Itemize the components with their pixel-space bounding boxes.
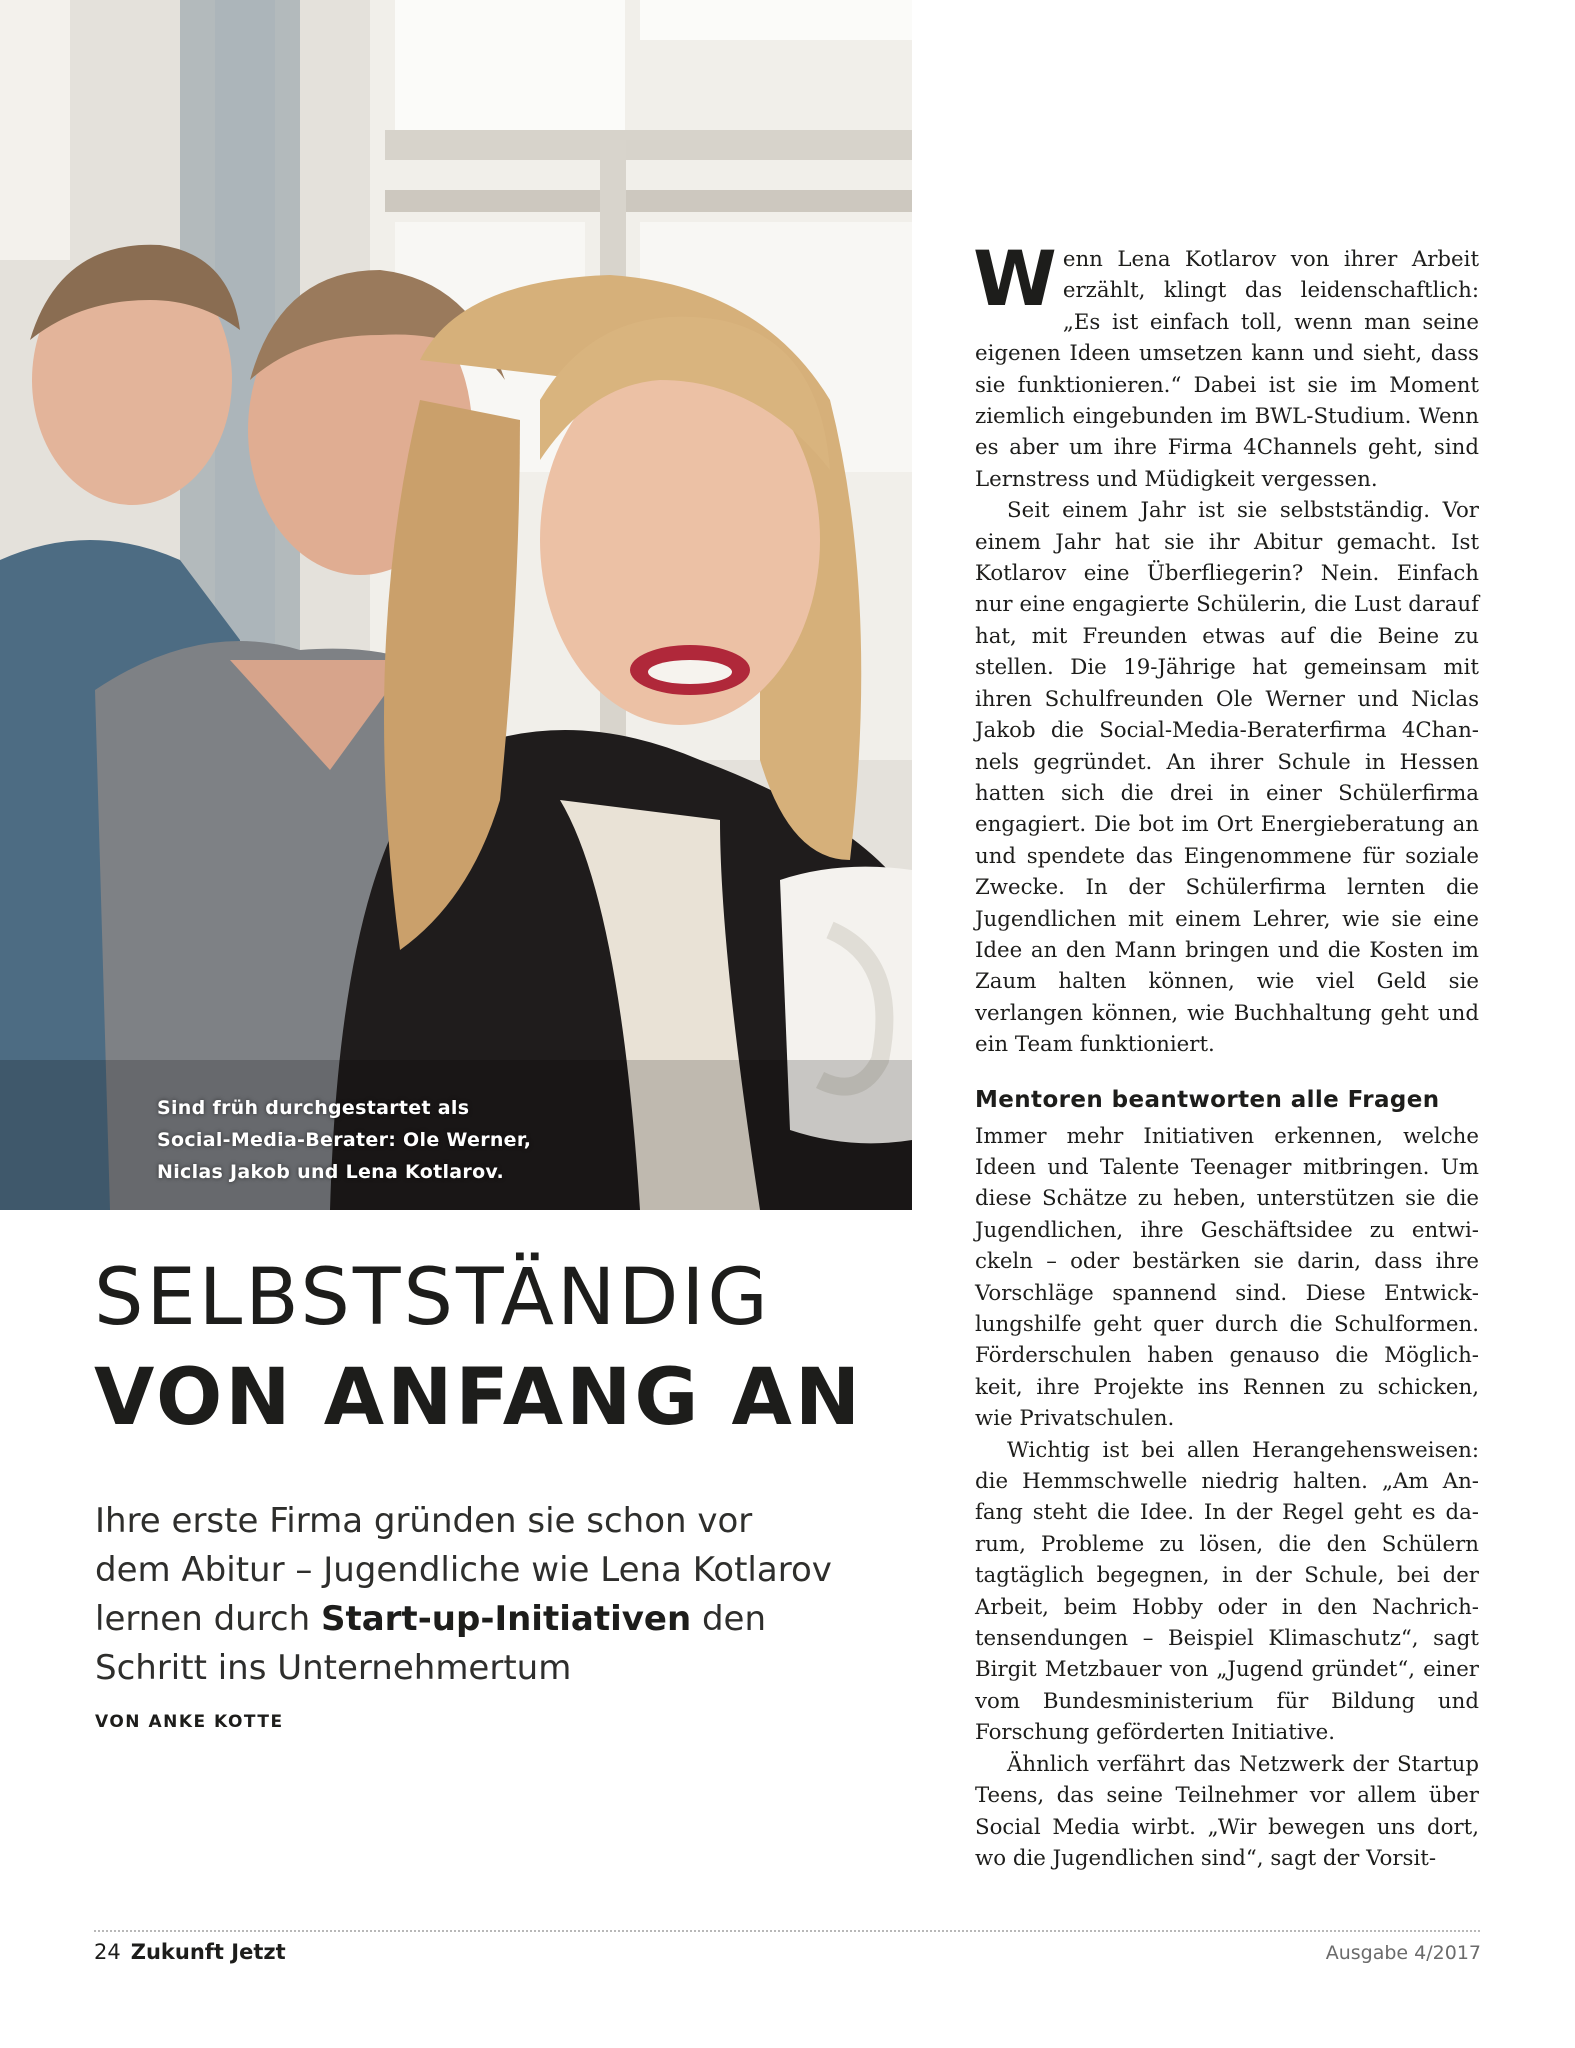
article-body (973, 234, 1479, 1874)
paragraph (973, 234, 1479, 495)
drop-cap: W (973, 234, 1057, 323)
caption-line: Niclas Jakob und Lena Kotlarov. (157, 1161, 505, 1183)
page-number: 24 (94, 1940, 121, 1964)
footer-divider (94, 1930, 1480, 1932)
intro-text: lernen durch (95, 1599, 321, 1639)
intro-highlight: Start-up-Initiativen (320, 1599, 692, 1639)
photo-caption (157, 1092, 577, 1188)
paragraph: Wichtig ist bei allen Herangehensweisen: die Hemmschwelle niedrig halten. „Am Anfang steht die Idee. In der Regel geht es darum, Probleme zu lösen, die den Schülern tagtäglich begegnen, in der Schule, bei der Arbeit, beim Hobby oder in den Nachrichtensendungen – Beispiel Klimaschutz“, sagt Birgit Metzbauer von „Jugend gründet“, einer vom Bundesministerium für Bildung und Forschung geförderten Initiative. (975, 1437, 1479, 1746)
intro-text: den (691, 1599, 767, 1639)
intro-line: Ihre erste Firma gründen sie schon vor (95, 1501, 753, 1541)
intro-teaser (95, 1497, 885, 1693)
article-photo (0, 0, 912, 1210)
intro-line (95, 1595, 885, 1644)
headline-line-2: VON ANFANG AN (94, 1353, 864, 1443)
paragraph-text: enn Lena Kotlarov von ihrer Arbeit erzählt, klingt das leidenschaftlich: „Es ist einfach toll, wenn man seine eigenen Ideen umsetzen kann und sieht, dass sie funktionieren.“ Dabei ist sie im Moment ziemlich eingebunden im BWL-Studium. Wenn es aber um ihre Firma 4Channels geht, sind Lernstress und Müdigkeit vergessen. (975, 247, 1479, 492)
footer-folio (94, 1940, 286, 1964)
paragraph: Ähnlich verfährt das Netzwerk der Startup Teens, das seine Teilnehmer vor allem über Social Media wirbt. „Wir bewegen uns dort, wo die Jugendlichen sind“, sagt der Vorsit- (975, 1751, 1479, 1871)
caption-line: Sind früh durchgestartet als (157, 1097, 470, 1119)
intro-line: Schritt ins Unternehmertum (95, 1648, 572, 1688)
byline: VON ANKE KOTTE (95, 1712, 284, 1732)
subheading: Mentoren beantworten alle Fragen (975, 1086, 1440, 1113)
magazine-title: Zukunft Jetzt (130, 1940, 286, 1964)
paragraph: Seit einem Jahr ist sie selbstständig. Vor einem Jahr hat sie ihr Abitur gemacht. Ist Kotlarov eine Überfliegerin? Nein. Einfach nur eine engagierte Schülerin, die Lust darauf hat, mit Freunden etwas auf die Beine zu stellen. Die 19-Jährige hat gemeinsam mit ihren Schulfreunden Ole Werner und Niclas Jakob die Social-Media-Beraterfirma 4Channels gegründet. An ihrer Schule in Hessen hatten sich die drei in einer Schülerfirma engagiert. Die bot im Ort Energieberatung an und spendete das Eingenommene für soziale Zwecke. In der Schülerfirma lernten die Jugendlichen mit einem Lehrer, wie sie eine Idee an den Mann bringen und die Kosten im Zaum halten können, wie viel Geld sie verlangen können, wie Buchhaltung geht und ein Team funktioniert. (975, 498, 1479, 1058)
headline-line-1: SELBSTSTÄNDIG (94, 1253, 771, 1343)
paragraph: Immer mehr Initiativen erkennen, welche Ideen und Talente Teenager mitbringen. Um diese Schätze zu heben, unterstützen sie die Jugendlichen, ihre Geschäftsidee zu entwickeln – oder bestärken sie darin, dass ihre Vorschläge spannend sind. Diese Entwicklungshilfe geht quer durch die Schulformen. Förderschulen haben genauso die Möglichkeit, ihre Projekte ins Rennen zu schicken, wie Privatschulen. (975, 1123, 1479, 1432)
issue-label: Ausgabe 4/2017 (1325, 1942, 1481, 1964)
photo-illustration (0, 0, 912, 1210)
caption-line: Social-Media-Berater: Ole Werner, (157, 1129, 532, 1151)
intro-line: dem Abitur – Jugendliche wie Lena Kotlarov (95, 1550, 832, 1590)
